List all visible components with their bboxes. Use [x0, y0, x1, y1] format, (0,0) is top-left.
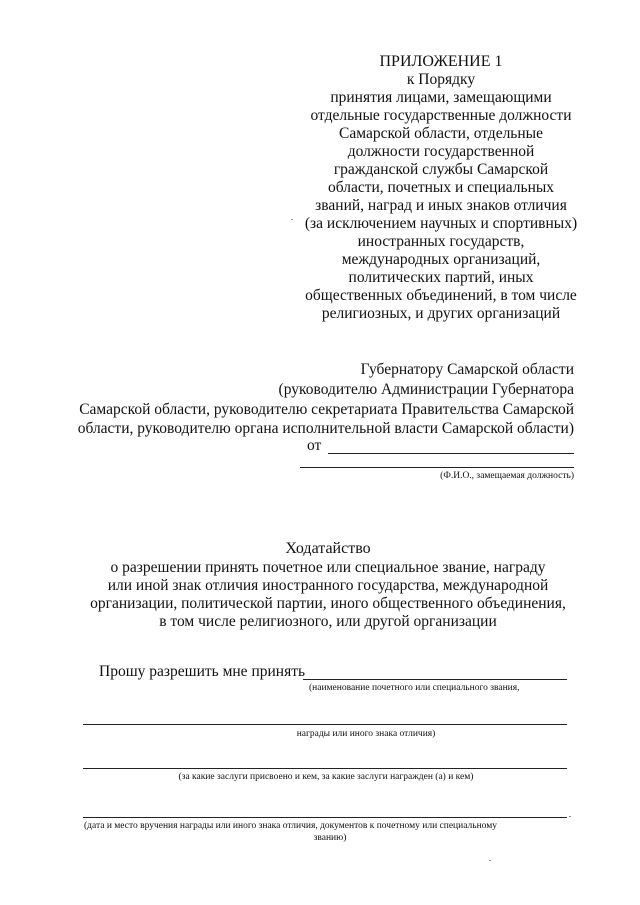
appendix-line: иностранных государств,: [357, 233, 525, 250]
from-name-field[interactable]: [328, 453, 574, 454]
scan-speck: [569, 816, 571, 817]
caption-title-name: (наименование почетного или специального звания,: [309, 683, 520, 693]
appendix-line: принятия лицами, замещающими: [330, 89, 552, 106]
appendix-line: должности государственной: [347, 143, 535, 160]
position-field[interactable]: [300, 467, 574, 468]
appendix-line: отдельные государственные должности: [310, 107, 572, 124]
petition-line: в том числе религиозного, или другой организации: [159, 613, 497, 630]
appendix-line: общественных объединений, в том числе: [305, 287, 577, 304]
merits-field[interactable]: [83, 768, 567, 769]
from-label: от: [307, 437, 322, 454]
addressee-line: Самарской области, руководителю секретариата Правительства Самарской: [79, 401, 574, 418]
award-name-field[interactable]: [303, 679, 567, 680]
fio-caption: (Ф.И.О., замещаемая должность): [440, 471, 574, 481]
scan-speck: [489, 860, 491, 861]
appendix-line: международных организаций,: [341, 251, 541, 268]
appendix-line: званий, наград и иных знаков отличия: [315, 197, 567, 214]
addressee-line: области, руководителю органа исполнительной власти Самарской области): [77, 420, 574, 437]
request-text: Прошу разрешить мне принять: [99, 663, 306, 680]
scan-speck: [291, 219, 293, 220]
appendix-line: области, почетных и специальных: [327, 179, 555, 196]
caption-date-place-cont: званию): [313, 833, 347, 843]
caption-date-place: (дата и место вручения награды или иного знака отличия, документов к почетному или специальному: [84, 821, 497, 831]
appendix-line: гражданской службы Самарской: [333, 161, 549, 178]
award-name-field-continued[interactable]: [83, 724, 567, 725]
petition-line: организации, политической партии, иного общественного объединения,: [90, 595, 566, 612]
appendix-line: к Порядку: [406, 71, 476, 88]
addressee-line: (руководителю Администрации Губернатора: [278, 381, 574, 398]
petition-line: или иной знак отличия иностранного государства, международной: [107, 577, 549, 594]
appendix-line: Самарской области, отдельные: [339, 125, 543, 142]
addressee-governor: Губернатору Самарской области: [360, 361, 574, 378]
appendix-line: (за исключением научных и спортивных): [304, 215, 578, 232]
appendix-line: религиозных, и других организаций: [321, 305, 561, 322]
petition-title: Ходатайство: [285, 540, 371, 557]
caption-award: награды или иного знака отличия): [296, 729, 436, 739]
date-place-field[interactable]: [83, 817, 567, 818]
petition-line: о разрешении принять почетное или специальное звание, награду: [110, 559, 546, 576]
appendix-line: политических партий, иных: [348, 269, 534, 286]
appendix-title: ПРИЛОЖЕНИЕ 1: [379, 53, 503, 70]
caption-merits: (за какие заслуги присвоено и кем, за какие заслуги награжден (а) и кем): [178, 772, 474, 782]
